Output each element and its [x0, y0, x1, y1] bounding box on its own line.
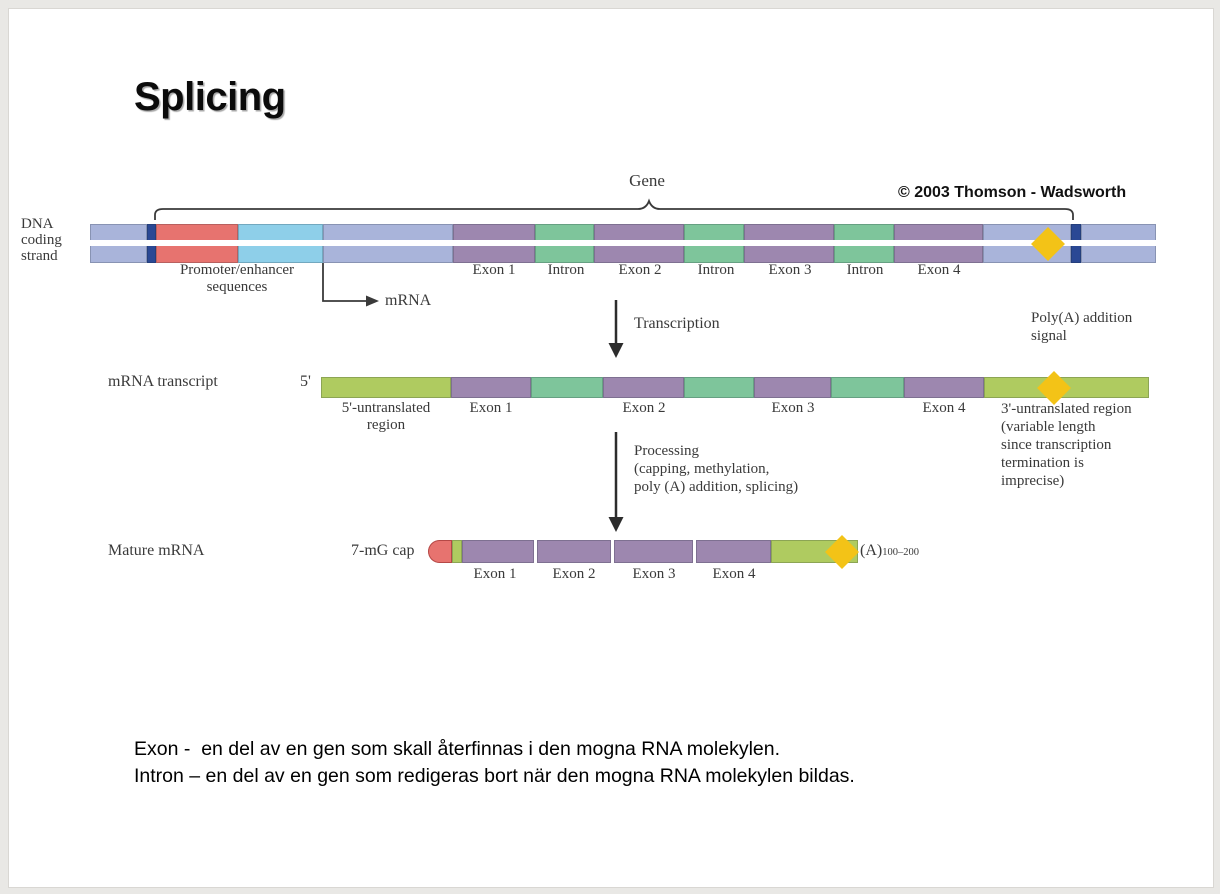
- slide: [8, 8, 1214, 888]
- dna-strand-gap: [90, 240, 1156, 246]
- mrna-arrowhead: [366, 296, 379, 307]
- mature-exon-2: [537, 540, 611, 563]
- dna-intron-label: Intron: [697, 262, 735, 278]
- utr3-label: 3'-untranslated region (variable length since transcription termination is imprecise): [1001, 401, 1132, 489]
- transcript-exon2-label: Exon 2: [622, 400, 666, 416]
- gene-label: Gene: [629, 171, 665, 190]
- definitions-block: [134, 736, 855, 790]
- mature-mrna-label: Mature mRNA: [108, 542, 205, 559]
- mature-exon-1: [462, 540, 534, 563]
- five-prime-label: 5': [300, 373, 311, 390]
- transcript-intron-2: [684, 377, 754, 398]
- dna-intron-label: Intron: [547, 262, 585, 278]
- mature-7mg-cap: [428, 540, 452, 563]
- mature-exon3-label: Exon 3: [632, 566, 676, 582]
- mature-exon1-label: Exon 1: [473, 566, 517, 582]
- dna-exon4-label: Exon 4: [917, 262, 961, 278]
- transcript-bar: [321, 377, 1149, 398]
- intron-definition: Intron – en del av en gen som redigeras bort när den mogna RNA molekylen bildas.: [134, 765, 855, 787]
- polya-signal-label: Poly(A) addition signal: [1031, 310, 1133, 344]
- transcript-intron-1: [531, 377, 603, 398]
- transcript-label: mRNA transcript: [108, 373, 218, 390]
- processing-arrowhead: [609, 517, 624, 532]
- mrna-pointer-label: mRNA: [385, 292, 432, 309]
- transcript-exon-3: [754, 377, 831, 398]
- exon-definition: Exon - en del av en gen som skall återfinnas i den mogna RNA molekylen.: [134, 738, 781, 760]
- polya-tail-text: (A)100–200: [860, 542, 919, 559]
- mature-exon2-label: Exon 2: [552, 566, 596, 582]
- gene-brace: [155, 201, 1073, 220]
- transcription-arrowhead: [609, 343, 624, 358]
- dna-exon2-label: Exon 2: [618, 262, 662, 278]
- processing-label: Processing (capping, methylation, poly (A) addition, splicing): [634, 443, 799, 495]
- promoter-label: Promoter/enhancer sequences: [179, 262, 295, 295]
- polya-tail-subscript: 100–200: [882, 547, 919, 558]
- transcript-exon-1: [451, 377, 531, 398]
- transcript-utr5: [321, 377, 451, 398]
- transcript-exon-2: [603, 377, 684, 398]
- utr5-label: 5'-untranslated region: [341, 400, 431, 433]
- transcript-intron-3: [831, 377, 904, 398]
- mature-bar: [428, 540, 858, 563]
- transcription-label: Transcription: [634, 315, 720, 332]
- mature-exon-3: [614, 540, 693, 563]
- mature-exon4-label: Exon 4: [712, 566, 756, 582]
- transcript-exon1-label: Exon 1: [469, 400, 513, 416]
- copyright-text: © 2003 Thomson - Wadsworth: [898, 184, 1127, 201]
- cap-label: 7-mG cap: [351, 542, 415, 559]
- mature-exon-4: [696, 540, 771, 563]
- transcript-exon-4: [904, 377, 984, 398]
- dna-exon3-label: Exon 3: [768, 262, 812, 278]
- dna-intron-label: Intron: [846, 262, 884, 278]
- slide-title: Splicing: [134, 75, 286, 119]
- dna-strand-label: DNA coding strand: [21, 216, 62, 264]
- dna-bar: [90, 224, 1156, 263]
- dna-exon1-label: Exon 1: [472, 262, 516, 278]
- transcript-exon4-label: Exon 4: [922, 400, 966, 416]
- mrna-start-elbow: [323, 263, 366, 301]
- transcript-exon3-label: Exon 3: [771, 400, 815, 416]
- mature-utr5: [452, 540, 462, 563]
